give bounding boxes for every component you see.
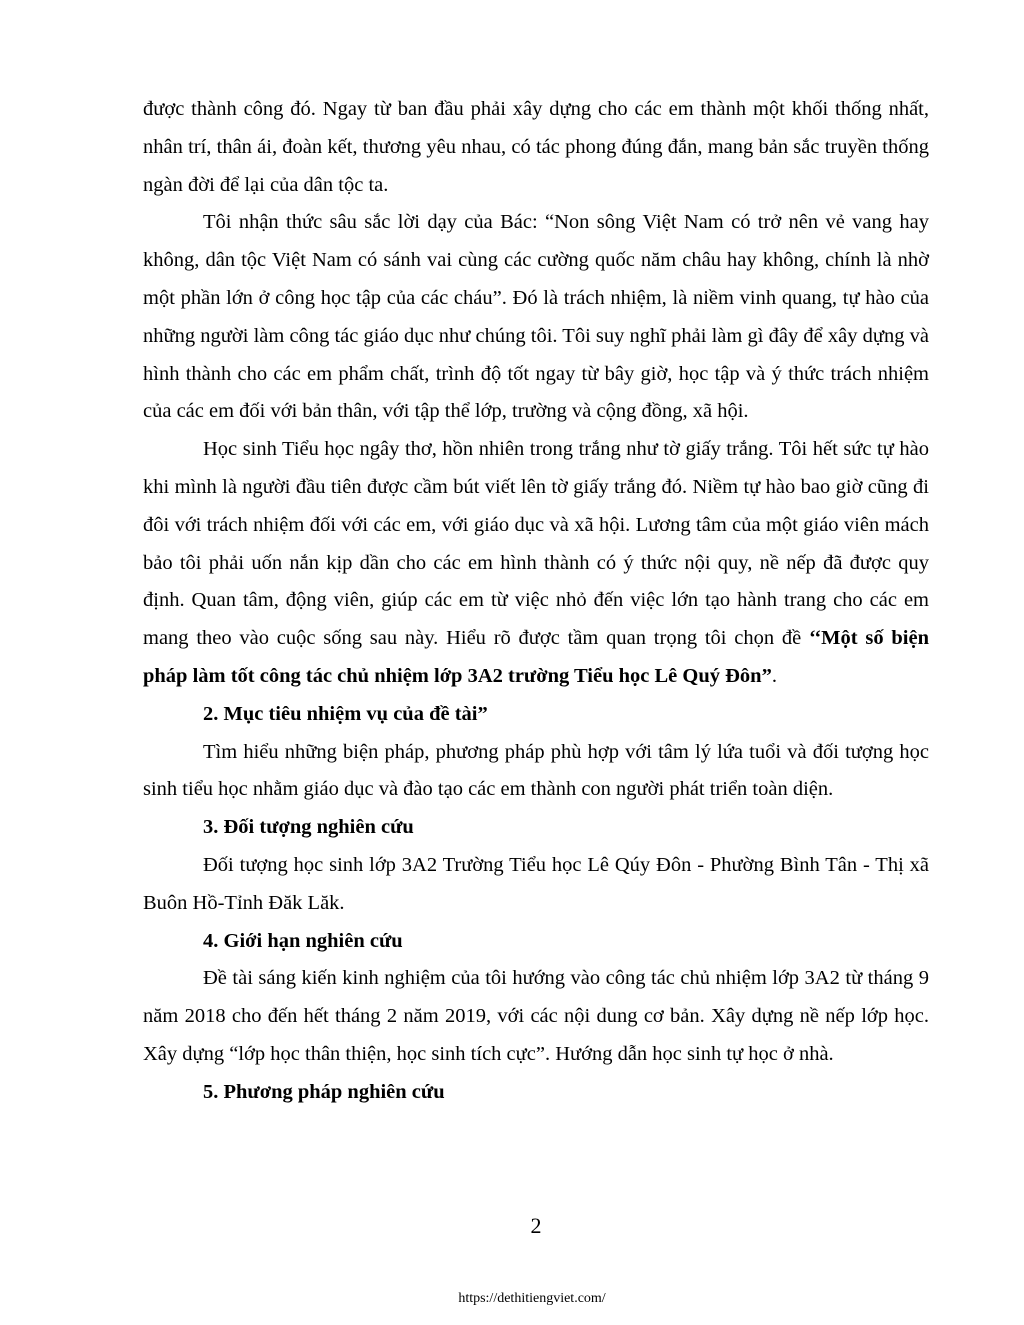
paragraph-objectives: Tìm hiểu những biện pháp, phương pháp phù hợp với tâm lý lứa tuổi và đối tượng học sinh tiểu học nhằm giáo dục và đào tạo các em thành con người phát triển toàn diện. [143,740,929,801]
paragraph-subjects: Đối tượng học sinh lớp 3A2 Trường Tiểu học Lê Qúy Đôn - Phường Bình Tân - Thị xã Buôn Hồ-Tỉnh Đăk Lăk. [143,853,929,914]
section-heading-3: 3. Đối tượng nghiên cứu [203,816,414,839]
section-heading-4: 4. Giới hạn nghiên cứu [203,929,403,952]
topic-title: ‘‘Một số biện pháp làm tốt công tác chủ nhiệm lớp 3A2 trường Tiểu học Lê Quý Đôn” [143,627,929,687]
document-body [143,91,929,1112]
paragraph-quote-bac: Tôi nhận thức sâu sắc lời dạy của Bác: “Non sông Việt Nam có trở nên vẻ vang hay không, dân tộc Việt Nam có sánh vai cùng các cường quốc năm châu hay không, chính là nhờ một phần lớn ở công học tập của các cháu”. Đó là trách nhiệm, là niềm vinh quang, tự hào của những người làm công tác giáo dục như chúng tôi. Tôi suy nghĩ phải làm gì đây để xây dựng và hình thành cho các em phẩm chất, trình độ tốt ngay từ bây giờ, học tập và ý thức trách nhiệm của các em đối với bản thân, với tập thể lớp, trường và cộng đồng, xã hội. [143,211,929,423]
paragraph-continuation: được thành công đó. Ngay từ ban đầu phải xây dựng cho các em thành một khối thống nhất, nhân trí, thân ái, đoàn kết, thương yêu nhau, có tác phong đúng đắn, mang bản sắc truyền thống ngàn đời để lại của dân tộc ta. [143,98,929,196]
section-heading-2: 2. Mục tiêu nhiệm vụ của đề tài” [203,702,488,725]
page-number: 2 [530,1213,542,1238]
paragraph-topic-text: Học sinh Tiểu học ngây thơ, hồn nhiên trong trắng như tờ giấy trắng. Tôi hết sức tự hào khi mình là người đầu tiên được cầm bút viết lên tờ giấy trắng đó. Niềm tự hào bao giờ cũng đi đôi với trách nhiệm đối với các em, với giáo dục và xã hội. Lương tâm của một giáo viên mách bảo tôi phải uốn nắn kịp dần cho các em hình thành có ý thức nội quy, nề nếp đã được quy định. Quan tâm, động viên, giúp các em từ việc nhỏ đến việc lớn tạo hành trang cho các em mang theo vào cuộc sống sau này. Hiểu rõ được tầm quan trọng tôi chọn đề [143,438,929,650]
section-heading-5: 5. Phương pháp nghiên cứu [203,1080,445,1103]
paragraph-scope: Đề tài sáng kiến kinh nghiệm của tôi hướng vào công tác chủ nhiệm lớp 3A2 từ tháng 9 năm 2018 cho đến hết tháng 2 năm 2019, với các nội dung cơ bản. Xây dựng nề nếp lớp học. Xây dựng “lớp học thân thiện, học sinh tích cực”. Hướng dẫn học sinh tự học ở nhà. [143,967,929,1065]
paragraph-topic-choice [143,431,929,696]
paragraph-topic-end: . [771,664,777,687]
footer-url[interactable]: https://dethitiengviet.com/ [458,1291,606,1306]
